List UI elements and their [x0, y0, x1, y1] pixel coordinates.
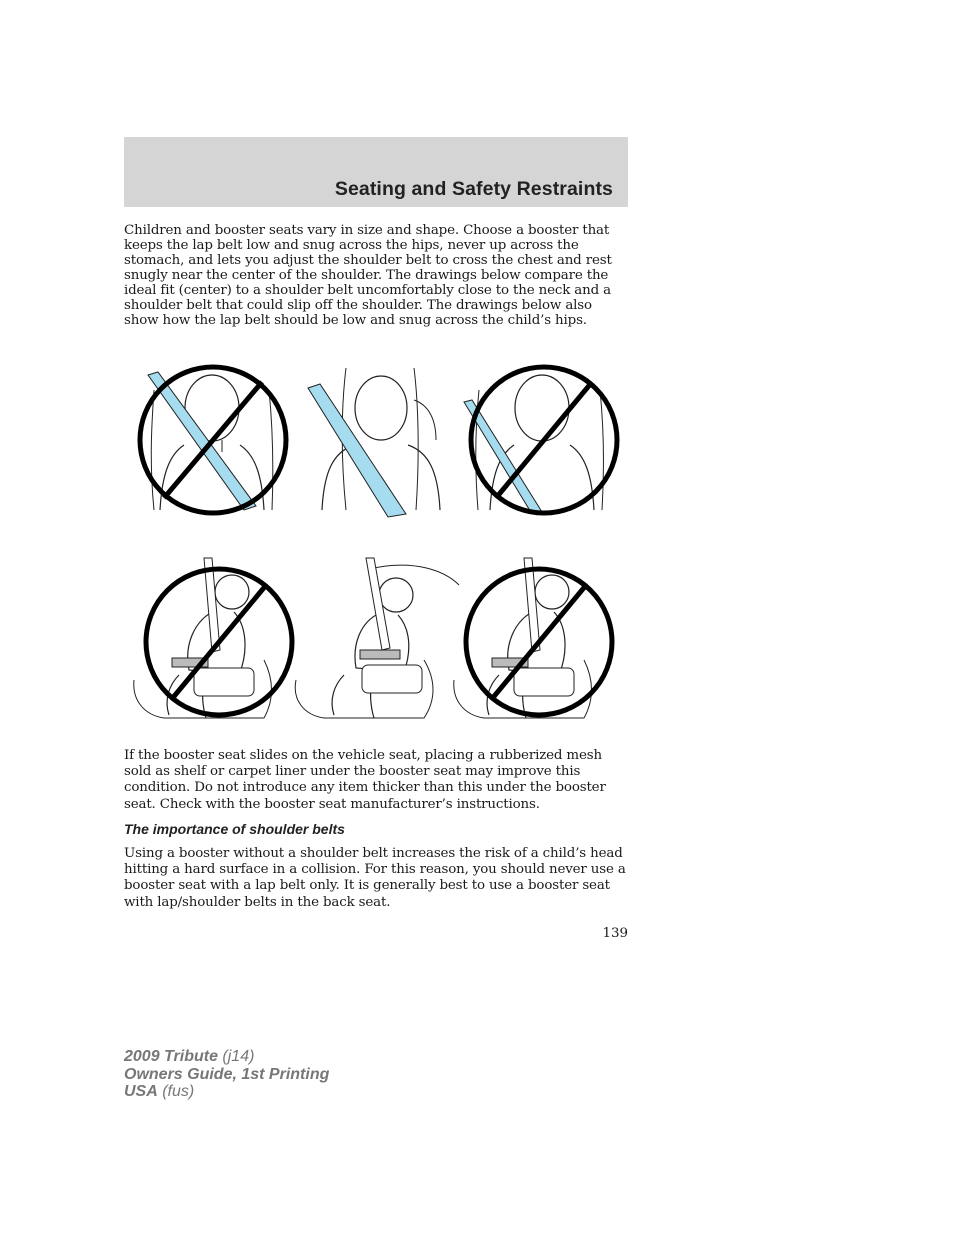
subheading: The importance of shoulder belts: [124, 821, 345, 837]
footer-line-printing: Owners Guide, 1st Printing: [124, 1065, 330, 1083]
section-header-band: [124, 137, 628, 207]
lap-belt-correct-figure: [295, 558, 459, 718]
page-number: 139: [602, 926, 628, 941]
shoulder-belt-paragraph: Using a booster without a shoulder belt increases the risk of a child’s head hitting a hard surface in a collision. For this reason, you should never use a booster seat with a lap belt only. It is generally best to use a booster seat with lap/shoulder belts in the back seat.: [124, 846, 626, 910]
lap-belt: [360, 650, 400, 659]
intro-paragraph: Children and booster seats vary in size and shape. Choose a booster that keeps the lap belt low and snug across the hips, never up across the stomach, and lets you adjust the shoulder belt to cross the chest and rest snugly near the center of the shoulder. The drawings below compare the ideal fit (center) to a shoulder belt uncomfortably close to the neck and a shoulder belt that could slip off the shoulder. The drawings below also show how the lap belt should be low and snug across the child’s hips.: [124, 223, 612, 328]
document-footer: [124, 1048, 329, 1101]
belt-near-neck-figure: [140, 367, 286, 513]
belt-correct-figure: [308, 368, 440, 517]
shoulder-belt-fit-illustrations: [124, 360, 630, 525]
footer-line-model: 2009 Tribute (j14): [124, 1048, 255, 1065]
lap-belt-incorrect-figure-left: [134, 558, 292, 718]
lap-belt-fit-illustrations: [124, 550, 630, 722]
section-title: Seating and Safety Restraints: [334, 178, 613, 200]
belt-off-shoulder-figure: [464, 367, 617, 514]
footer-line-region: USA (fus): [124, 1083, 195, 1101]
mesh-liner-paragraph: If the booster seat slides on the vehicle seat, placing a rubberized mesh sold as shelf or carpet liner under the booster seat may improve this condition. Do not introduce any item thicker than this under the booster seat. Check with the booster seat manufacturer’s instructions.: [124, 748, 606, 812]
lap-belt-incorrect-figure-right: [454, 558, 612, 718]
